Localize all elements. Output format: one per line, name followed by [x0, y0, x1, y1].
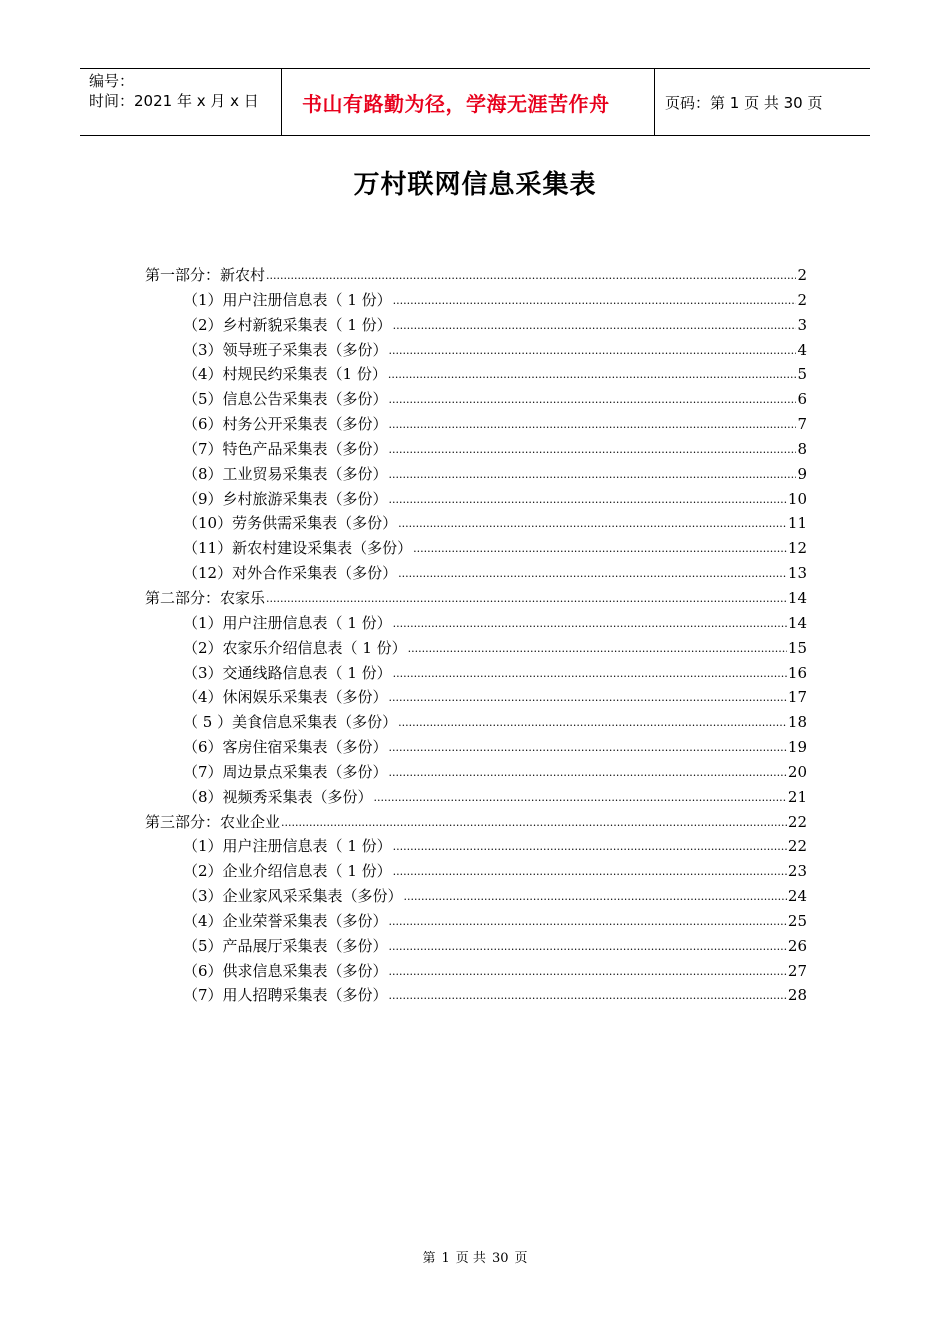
toc-section[interactable] — [145, 263, 807, 288]
toc-leader-dots — [389, 436, 797, 463]
toc-page-number: 4 — [797, 340, 807, 359]
toc-section[interactable] — [145, 810, 807, 835]
footer-page-number: 1 — [441, 1251, 450, 1266]
toc-entry[interactable] — [145, 412, 807, 437]
toc-page-number: 24 — [787, 887, 807, 906]
toc-entry-text: 第三部分：农业企业 — [145, 812, 281, 831]
toc-page-number: 21 — [787, 787, 807, 806]
toc-leader-dots — [413, 535, 787, 562]
document-number-label: 编号： — [89, 72, 135, 90]
toc-entry[interactable] — [145, 611, 807, 636]
footer-middle: 页 共 — [455, 1251, 486, 1266]
toc-entry[interactable] — [145, 387, 807, 412]
toc-entry[interactable] — [145, 313, 807, 338]
toc-leader-dots — [393, 858, 787, 885]
toc-leader-dots — [389, 734, 787, 761]
toc-page-number: 3 — [797, 315, 807, 334]
toc-page-number: 14 — [787, 588, 807, 607]
document-date: 时间：2021 年 x 月 x 日 — [89, 92, 259, 110]
toc-entry-text: （6）客房住宿采集表（多份） — [183, 738, 388, 757]
toc-leader-dots — [281, 809, 787, 836]
toc-entry-text: （1）用户注册信息表（ 1 份） — [183, 290, 392, 309]
toc-entry-text: （7）周边景点采集表（多份） — [183, 762, 388, 781]
toc-leader-dots — [266, 585, 787, 612]
toc-entry-text: （2）乡村新貌采集表（ 1 份） — [183, 315, 392, 334]
toc-page-number: 27 — [787, 961, 807, 980]
toc-entry[interactable] — [145, 561, 807, 586]
toc-entry-text: （7）用人招聘采集表（多份） — [183, 986, 388, 1005]
toc-entry-text: 第一部分：新农村 — [145, 266, 266, 284]
toc-page-number: 7 — [797, 415, 807, 434]
toc-page-number: 2 — [797, 290, 807, 309]
toc-page-number: 22 — [787, 837, 807, 856]
toc-entry-text: （4）村规民约采集表（1 份） — [183, 365, 387, 384]
toc-page-number: 15 — [787, 638, 807, 657]
toc-entry-text: （4）休闲娱乐采集表（多份） — [183, 688, 388, 707]
toc-entry-text: （ 5 ）美食信息采集表（多份） — [183, 713, 398, 732]
toc-leader-dots — [389, 982, 787, 1009]
toc-page-number: 9 — [797, 464, 807, 483]
footer-suffix: 页 — [514, 1251, 528, 1266]
toc-entry[interactable] — [145, 462, 807, 487]
toc-page-number: 25 — [787, 911, 807, 930]
toc-entry-text: （5）信息公告采集表（多份） — [183, 390, 388, 409]
toc-entry-text: （6）供求信息采集表（多份） — [183, 961, 388, 980]
toc-entry-text: （5）产品展厅采集表（多份） — [183, 936, 388, 955]
toc-entry-text: （7）特色产品采集表（多份） — [183, 439, 388, 458]
toc-leader-dots — [398, 560, 787, 587]
toc-page-number: 5 — [797, 365, 807, 384]
toc-leader-dots — [389, 684, 787, 711]
toc-entry-text: （4）企业荣誉采集表（多份） — [183, 911, 388, 930]
toc-entry-text: （3）领导班子采集表（多份） — [183, 340, 388, 359]
toc-section[interactable] — [145, 586, 807, 611]
toc-leader-dots — [404, 883, 787, 910]
toc-entry[interactable] — [145, 661, 807, 686]
toc-entry[interactable] — [145, 760, 807, 785]
toc-entry[interactable] — [145, 288, 807, 313]
toc-entry-text: （12）对外合作采集表（多份） — [183, 564, 398, 583]
toc-entry-text: （3）交通线路信息表（ 1 份） — [183, 663, 392, 682]
toc-entry-text: （9）乡村旅游采集表（多份） — [183, 489, 388, 508]
toc-page-number: 10 — [787, 489, 807, 508]
toc-leader-dots — [388, 361, 797, 388]
page-title: 万村联网信息采集表 — [353, 170, 597, 200]
toc-leader-dots — [393, 287, 797, 314]
toc-entry-text: （6）村务公开采集表（多份） — [183, 415, 388, 434]
toc-entry[interactable] — [145, 735, 807, 760]
toc-entry[interactable] — [145, 636, 807, 661]
toc-entry-text: （10）劳务供需采集表（多份） — [183, 514, 398, 533]
toc-page-number: 11 — [787, 514, 807, 533]
header-motto: 书山有路勤为径，学海无涯苦作舟 — [282, 69, 655, 135]
toc-entry-text: 第二部分：农家乐 — [145, 588, 266, 607]
toc-page-number: 19 — [787, 738, 807, 757]
toc-page-number: 6 — [797, 390, 807, 409]
footer-prefix: 第 — [422, 1251, 436, 1266]
toc-leader-dots — [398, 510, 787, 537]
toc-leader-dots — [389, 411, 797, 438]
toc-entry[interactable] — [145, 959, 807, 984]
toc-entry[interactable] — [145, 362, 807, 387]
toc-entry-text: （8）视频秀采集表（多份） — [183, 787, 373, 806]
toc-entry-text: （1）用户注册信息表（ 1 份） — [183, 837, 392, 856]
toc-page-number: 18 — [787, 713, 807, 732]
toc-entry[interactable] — [145, 710, 807, 735]
toc-entry[interactable] — [145, 511, 807, 536]
toc-entry[interactable] — [145, 338, 807, 363]
toc-entry[interactable] — [145, 785, 807, 810]
toc-leader-dots — [389, 337, 797, 364]
toc-page-number: 14 — [787, 613, 807, 632]
toc-leader-dots — [389, 486, 787, 513]
toc-leader-dots — [408, 635, 787, 662]
toc-leader-dots — [266, 262, 796, 289]
footer-total-pages: 30 — [491, 1251, 509, 1266]
toc-page-number: 26 — [787, 936, 807, 955]
header-page-info: 页码：第 1 页 共 30 页 — [665, 93, 823, 112]
toc-entry-text: （1）用户注册信息表（ 1 份） — [183, 613, 392, 632]
toc-leader-dots — [374, 784, 787, 811]
toc-leader-dots — [389, 958, 787, 985]
toc-entry[interactable] — [145, 834, 807, 859]
toc-page-number: 23 — [787, 862, 807, 881]
toc-entry[interactable] — [145, 437, 807, 462]
toc-page-number: 2 — [797, 266, 807, 284]
toc-entry[interactable] — [145, 934, 807, 959]
page-footer — [0, 1247, 950, 1266]
toc-leader-dots — [389, 908, 787, 935]
toc-entry[interactable] — [145, 536, 807, 561]
toc-leader-dots — [389, 933, 787, 960]
toc-leader-dots — [393, 610, 787, 637]
toc-leader-dots — [398, 709, 787, 736]
toc-entry[interactable] — [145, 983, 807, 1008]
document-header — [80, 68, 870, 136]
toc-page-number: 12 — [787, 539, 807, 558]
header-meta-cell — [80, 69, 282, 135]
toc-page-number: 28 — [787, 986, 807, 1005]
toc-leader-dots — [389, 759, 787, 786]
toc-page-number: 22 — [787, 812, 807, 831]
toc-entry-text: （11）新农村建设采集表（多份） — [183, 539, 413, 558]
toc-page-number: 20 — [787, 762, 807, 781]
toc-entry-text: （3）企业家风采采集表（多份） — [183, 887, 403, 906]
toc-entry[interactable] — [145, 859, 807, 884]
toc-entry-text: （2）企业介绍信息表（ 1 份） — [183, 862, 392, 881]
toc-page-number: 16 — [787, 663, 807, 682]
toc-leader-dots — [393, 833, 787, 860]
toc-page-number: 17 — [787, 688, 807, 707]
toc-page-number: 8 — [797, 439, 807, 458]
table-of-contents — [145, 263, 807, 1008]
toc-entry[interactable] — [145, 685, 807, 710]
toc-entry-text: （2）农家乐介绍信息表（ 1 份） — [183, 638, 407, 657]
toc-leader-dots — [389, 461, 797, 488]
toc-leader-dots — [393, 312, 797, 339]
toc-leader-dots — [393, 660, 787, 687]
toc-entry[interactable] — [145, 909, 807, 934]
toc-leader-dots — [389, 386, 797, 413]
toc-entry-text: （8）工业贸易采集表（多份） — [183, 464, 388, 483]
toc-page-number: 13 — [787, 564, 807, 583]
toc-entry[interactable] — [145, 884, 807, 909]
toc-entry[interactable] — [145, 487, 807, 512]
